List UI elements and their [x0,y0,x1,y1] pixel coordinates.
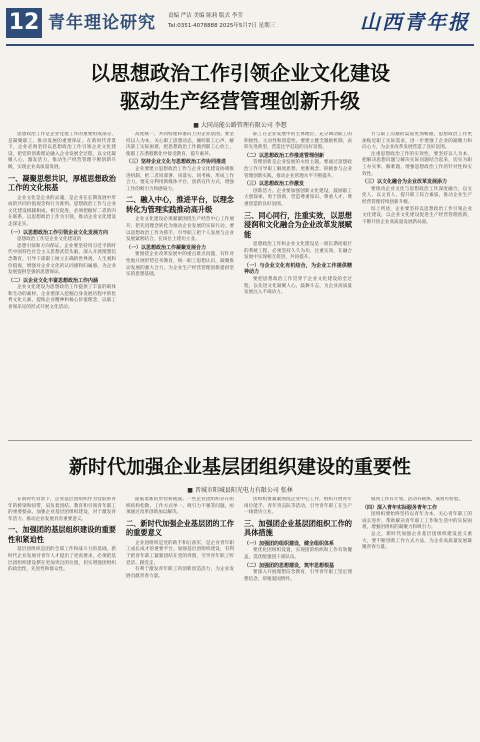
paragraph: 思想政治工作是企业党建工作的重要组成部分，是凝聚职工、推动发展的重要保证。在新时代背景下，企业必须坚持以思想政治工作引领企业文化建设，把党的创新理论融入企业发展全过程，以文化凝聚人心、激发活力，推动生产经营管理不断创新升级，实现企业高质量发展。 [8,132,116,170]
article1-column-3 [244,132,352,432]
article-divider [8,440,472,441]
section-heading: （一）加强团的组织建设，健全组织体系 [244,540,335,547]
paragraph: 团组织要始终坚持以青年为本，关心青年职工的成长进步，帮助解决青年职工工作和生活中的实际困难，增强团组织的凝聚力和吸引力。 [362,512,472,531]
paragraph: 注重思想政治工作的实效性，要坚持以人为本，把解决思想问题与解决实际问题结合起来，切实为职工办实事、解难题，增强思想政治工作的针对性和实效性。 [362,151,472,177]
article1-column-2 [126,132,234,432]
article1-title-line2: 驱动生产经营管理创新升级 [120,89,360,113]
article1-author: ■ 大同高能公路管理有限公司 李想 [193,122,287,129]
section-heading: 二、融入中心，推进平台，以理念转化为管理实践推动高升级 [126,195,234,214]
section-heading: 一、凝聚思想共识，厚植思想政治工作的文化根基 [8,173,116,193]
section-heading: （一）以思想政治工作凝聚发展合力 [126,244,207,251]
section-heading: （四）深入青年实际服务青年工作 [362,504,438,511]
article1-title-line1: 以思想政治工作引领企业文化建设 [90,61,390,85]
paragraph: 创新活力。企业要加强创新文化建设，鼓励职工大胆探索、勇于创新，营造尊重知识、尊重人才、尊重创造的良好氛围。 [244,188,352,207]
paragraph: 方与职工沟通的渠道更加畅通，思想政治工作更加贴近职工实际需求，进一步增强了企业的凝聚力和向心力，为企业改革发展营造了良好氛围。 [362,132,472,151]
section-title: 青年理论研究 [48,13,156,33]
section-heading: 三、同心同行，注重实效，以思想浸润和文化融合为企业改革发展赋能 [244,210,352,239]
article2-column-1 [8,497,116,737]
paragraph: 有利于激发青年职工的创新创造活力，为企业发展贡献青春力量。 [126,567,234,579]
article2-author: ■ 晋城市阳城县阳光电力有限公司 张林 [187,487,293,494]
paragraph: 思想引领和方向保证。企业要坚持用习近平新时代中国特色社会主义思想武装头脑，深入开展理想信念教育，引导干部职工树立正确的世界观、人生观和价值观，增强对企业文化的认同感和归属感，为企业发展提供坚强的思想保证。 [8,243,116,276]
paragraph: 要推动企业文化与思想政治工作深度融合，以文化人、以文育人，提升职工综合素质，推动企业生产经营管理持续创新升级。 [362,186,472,205]
issue-date: Tel:0351-4078888 2025年5月7日 星期三 [168,23,276,29]
paragraph: 基层团组织是团的全部工作和战斗力的基础。新时代企业发展对青年人才提出了更高要求，必须把基层团组织建设摆在更加突出的位置，切实增强团组织的政治性、先进性和群众性。 [8,547,116,573]
paragraph: 在新时代背景下，企业基层团组织作为党联系青年的桥梁和纽带，肩负着团结、教育和引领青年职工的重要使命。加强企业基层团组织建设，对于激发青年活力、推动企业发展具有重要意义。 [8,497,116,522]
paragraph: 职工在企业发展中的主体地位，充分调动职工的积极性、主动性和创造性。要建立健全激励机制，表彰先进典型，营造比学赶超的良好氛围。 [244,132,352,151]
paragraph: 综上所述，企业要坚持以思想政治工作引领企业文化建设，以企业文化建设促进生产经营管理创新，不断开创企业高质量发展新局面。 [362,206,472,225]
paragraph: 管理创新是企业发展的永恒主题。要通过思想政治工作引导职工解放思想、更新观念，积极参与企业管理创新实践，推动企业管理水平不断提升。 [244,160,352,179]
editor-credits: 责编 严洁 美编 陈莉 版式 李莹 [168,13,243,19]
article2-column-3 [244,497,352,737]
section-heading: （三）坚持企业文化与思想政治工作协同推进 [126,159,227,166]
paragraph: 要围绕企业改革发展中的重点难点问题，有针对性地开展形势任务教育，统一职工思想认识，凝聚推动发展的强大合力，为企业生产经营管理创新提供坚实的思想基础。 [126,252,234,278]
paragraph: 思想政治工作和企业文化建设是一项长期而艰巨的系统工程，必须坚持久久为功、注重实效，在融合发展中实现相互促进、共同提升。 [244,242,352,261]
paragraph: 思想政治工作是企业文化建设的 [17,237,82,243]
section-heading: 二、新时代加强企业基层团的工作的重要意义 [126,518,234,538]
paragraph: 企业文化建设必须紧紧围绕生产经营中心工作展开，把先进理念转化为推动企业发展的实际行动。要以思想政治工作为抓手，引导职工把个人发展与企业发展紧密结合，在岗位上建功立业。 [126,217,234,243]
paragraph: 面临着新的形势和挑战。一些企业团组织存在组织结构松散、工作方式单一、吸引力不强等问题，亟须通过改革创新加以解决。 [126,497,234,516]
newspaper-logo: 山西青年报 [360,10,470,34]
paragraph: 做到工作有计划、活动有载体、成效可检验。 [371,497,463,502]
section-heading: 一、加强团的基层组织建设的重要性和紧迫性 [8,525,116,544]
paragraph: 企业要建立思想政治工作与企业文化建设协调推进机制，把二者同部署、同落实、同考核，形成工作合力。要充分利用新媒体平台，创新宣传方式，增强工作的吸引力和感染力。 [126,166,234,192]
paragraph: 要把思想政治工作贯穿于企业文化建设的全过程，以先进文化凝聚人心、鼓舞斗志，为企业高质量发展注入不竭动力。 [244,277,352,296]
page-header [0,0,480,48]
section-heading: （三）以文化融合为企业改革发展添力 [362,179,448,186]
paragraph: 要优化团组织设置，实现团的组织和工作有效覆盖，选优配强团干部队伍。 [244,548,352,560]
paragraph: 要深入开展理想信念教育，引导青年职工坚定理想信念，厚植爱国情怀。 [244,570,352,582]
paragraph: 总之，新时代加强企业基层团组织建设意义重大，要不断创新工作方式方法，为企业高质量发展凝聚青春力量。 [362,531,472,551]
section-heading: （一）与企业文化有机结合，为企业工作提供精神动力 [244,262,352,276]
paragraph: 企业团组织是党的助手和后备军，是企业青年职工成长成才的重要平台。加强基层团组织建设，有利于把青年职工紧紧团结在党的周围，引导青年职工听党话、跟党走。 [126,540,234,566]
section-heading: （二）以思想政治工作推进管理创新 [244,152,325,159]
paragraph: 企业文化是企业的灵魂，是企业在长期发展中形成的共同价值观念和行为准则。思想政治工作与企业文化建设相辅相成、相互促进，必须把握好二者的内在联系，以思想政治工作为引领，推动企业文化建设走深走实。 [8,195,116,227]
paragraph: 团组织要紧紧围绕企业中心工作，组织开展青年岗位能手、青年突击队等活动，引导青年职工在生产一线建功立业。 [244,497,352,516]
paragraph: 企业文化建设为思想政治工作提供了丰富的载体和生动的素材。企业要深入挖掘自身发展历程中的优秀文化元素，提炼企业精神和核心价值理念，以职工喜闻乐见的形式开展文化活动。 [8,285,116,311]
article1-column-4 [362,132,472,432]
section-heading: （三）以思想政治工作激发 [244,181,305,188]
paragraph: 高度统一，共同构建和谐向上的企业氛围。要坚持以人为本，关心职工思想动态，倾听职工心声，解决职工实际困难，把思想政治工作做到职工心坎上，使职工在潜移默化中接受教育、提升素养。 [126,132,234,157]
section-heading: （一）以思想政治工作引领企业文化发展方向 [8,229,109,236]
article2-column-2 [126,497,234,737]
article2-column-4 [362,497,472,737]
article2-title: 新时代加强企业基层团组织建设的重要性 [68,456,411,478]
header-rule [6,44,474,46]
article1-column-1 [8,132,116,432]
section-heading: （二）以企业文化丰富思想政治工作内涵 [8,277,99,284]
section-heading: （二）加强团的思想建设，筑牢思想根基 [244,562,335,569]
page-number: 12 [6,8,42,38]
section-heading: 三、加强团企业基层团组织工作的具体措施 [244,518,352,538]
